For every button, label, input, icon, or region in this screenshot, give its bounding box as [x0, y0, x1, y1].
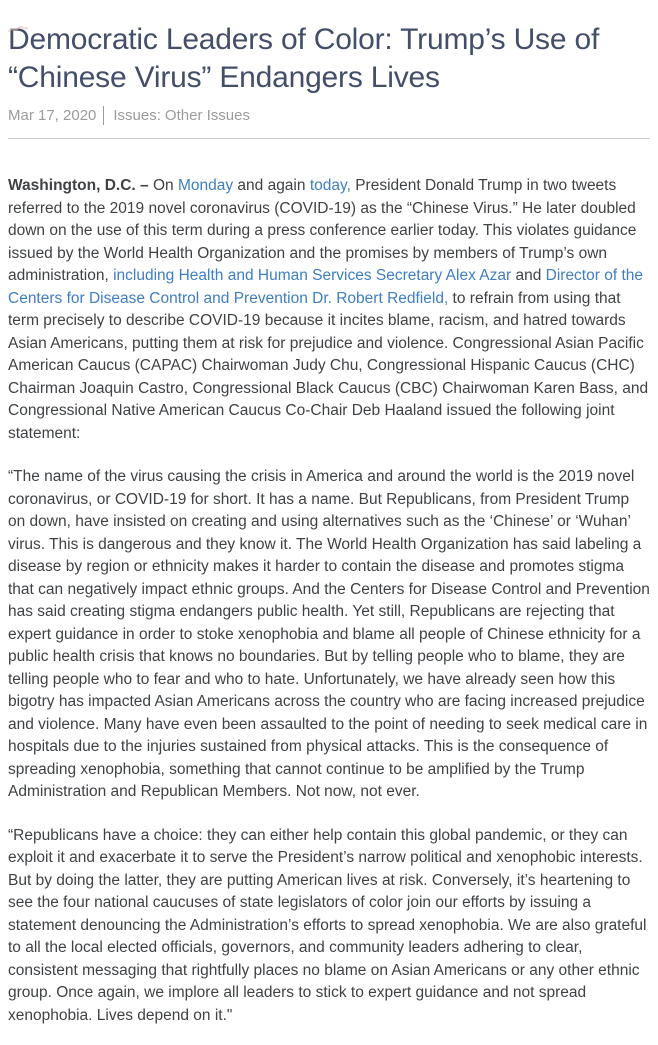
- article-date: Mar 17, 2020: [8, 107, 97, 124]
- bold-lead-in: Washington, D.C. –: [8, 177, 153, 194]
- paragraph-statement-1: [8, 466, 650, 804]
- header-divider: [8, 138, 650, 139]
- article-page: [0, 21, 658, 1027]
- text-segment: “The name of the virus causing the crisis in America and around the world is the 2019 novel coronavirus, or COVID-19 for short. It has a name. But Republicans, from President Trump on down, have insisted on creating and using alternatives such as the ‘Chinese’ or ‘Wuhan’ virus. This is dangerous and they know it. The World Health Organization has said labeling a disease by region or ethnicity makes it harder to contain the disease and promotes stigma that can negatively impact ethnic groups. And the Centers for Disease Control and Prevention has said creating stigma endangers public health. Yet still, Republicans are rejecting that expert guidance in order to stoke xenophobia and blame all people of Chinese ethnicity for a public health crisis that knows no boundaries. But by telling people who to blame, they are telling people who to fear and who to hate. Unfortunately, we have already seen how this bigotry has impacted Asian Americans across the country who are facing increased prejudice and violence. Many have even been assaulted to the point of needing to seek medical care in hospitals due to the injuries sustained from physical attacks. This is the consequence of spreading xenophobia, something that cannot continue to be amplified by the Trump Administration and Republican Members. Not now, not ever.: [8, 468, 650, 800]
- inline-link[interactable]: including Health and Human Services Secretary Alex Azar: [113, 267, 512, 284]
- inline-link[interactable]: Director of the Centers for Disease Control and Prevention Dr. Robert Redfield,: [8, 267, 643, 307]
- text-segment: “Republicans have a choice: they can either help contain this global pandemic, or they can exploit it and exacerbate it to serve the President’s narrow political and xenophobic interests. But by doing the latter, they are putting American lives at risk. Conversely, it’s heartening to see the four national caucuses of state legislators of color join our efforts by issuing a statement denouncing the Administration’s efforts to spread xenophobia. We are also grateful to all the local elected officials, governors, and community leaders adhering to clear, consistent messaging that rightfully places no blame on Asian Americans or any other ethnic group. Once again, we implore all leaders to stick to expert guidance and not spread xenophobia. Lives depend on it.": [8, 826, 647, 1024]
- inline-link[interactable]: Monday: [177, 177, 234, 194]
- text-segment: and: [511, 267, 546, 284]
- text-segment: to refrain from using that term precisely to describe COVID-19 because it incites blame, racism, and hatred towards Asian Americans, putting them at risk for prejudice and violence. Congressional Asian Pacific American Caucus (CAPAC) Chairwoman Judy Chu, Congressional Hispanic Caucus (CHC) Chairman Joaquin Castro, Congressional Black Caucus (CBC) Chairwoman Karen Bass, and Congressional Native American Caucus Co-Chair Deb Haaland issued the following joint statement:: [8, 289, 649, 442]
- inline-link[interactable]: today,: [309, 177, 351, 194]
- paragraph-intro: [8, 175, 650, 445]
- paragraph-statement-2: [8, 825, 650, 1028]
- text-segment: On: [152, 177, 178, 194]
- text-segment: President Donald Trump in two tweets referred to the 2019 novel coronavirus (COVID-19) as the “Chinese Virus.” He later doubled down on the use of this term during a press conference earlier today. This violates guidance issued by the World Health Organization and the promises by members of Trump’s own administration,: [8, 177, 637, 284]
- page-title: Democratic Leaders of Color: Trump’s Use of “Chinese Virus” Endangers Lives: [8, 23, 600, 94]
- article-body: [8, 175, 650, 1027]
- stray-mark: [8, 24, 28, 34]
- article-meta: [8, 106, 650, 125]
- issues-value-link[interactable]: Other Issues: [164, 107, 250, 124]
- issues-label: Issues:: [113, 107, 161, 124]
- text-segment: and again: [233, 177, 310, 194]
- meta-divider: [103, 106, 104, 125]
